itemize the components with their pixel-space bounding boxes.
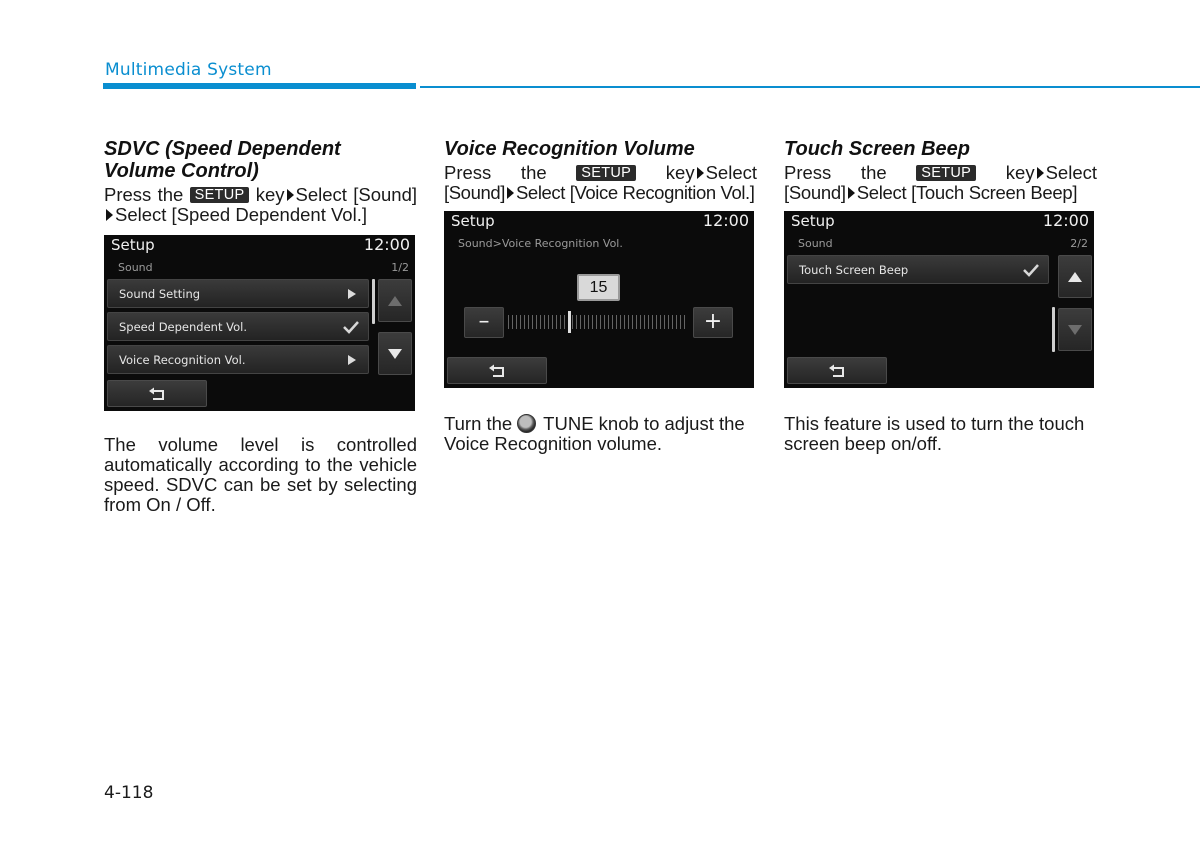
setup-key-badge: SETUP bbox=[576, 165, 636, 181]
instruction-text: key bbox=[1005, 162, 1035, 183]
scroll-down-button[interactable] bbox=[378, 332, 412, 375]
header-rule-accent bbox=[103, 83, 416, 89]
instruction-step: Select [Speed Dependent Vol.] bbox=[115, 204, 367, 225]
screen-page-indicator: 2/2 bbox=[1070, 237, 1088, 250]
screen-clock: 12:00 bbox=[702, 211, 749, 230]
menu-item-voice-recognition-vol[interactable] bbox=[107, 345, 369, 374]
menu-item-label: Touch Screen Beep bbox=[799, 263, 909, 277]
arrow-up-icon bbox=[1068, 272, 1082, 282]
instruction-step: Select bbox=[1045, 162, 1097, 183]
touch-screen-beep-section bbox=[784, 138, 1097, 454]
arrow-up-icon bbox=[388, 296, 402, 306]
menu-item-touch-screen-beep[interactable] bbox=[787, 255, 1049, 284]
scrollbar[interactable] bbox=[372, 279, 375, 324]
back-arrow-icon bbox=[148, 387, 168, 401]
screen-title: Setup bbox=[451, 212, 495, 230]
menu-item-label: Sound Setting bbox=[119, 287, 201, 301]
step-arrow-icon bbox=[287, 189, 294, 201]
screen-clock: 12:00 bbox=[363, 235, 410, 254]
instruction-step: Select [Touch Screen Beep] bbox=[856, 182, 1078, 203]
scroll-up-button[interactable] bbox=[378, 279, 412, 322]
step-arrow-icon bbox=[106, 209, 113, 221]
back-arrow-icon bbox=[828, 364, 848, 378]
voice-recognition-instruction bbox=[444, 163, 757, 203]
scroll-up-button[interactable] bbox=[1058, 255, 1092, 298]
menu-item-label: Speed Dependent Vol. bbox=[119, 320, 247, 334]
volume-slider-handle[interactable] bbox=[568, 311, 571, 333]
instruction-text: Press the bbox=[784, 162, 887, 183]
scrollbar[interactable] bbox=[1052, 307, 1055, 352]
back-arrow-icon bbox=[488, 364, 508, 378]
sdvc-section-title: SDVC (Speed Dependent Volume Control) bbox=[104, 138, 341, 182]
step-arrow-icon bbox=[507, 187, 514, 199]
menu-item-speed-dependent-vol[interactable] bbox=[107, 312, 369, 341]
touch-screen-beep-description: This feature is used to turn the touch screen beep on/off. bbox=[784, 413, 1085, 454]
tune-knob-icon bbox=[517, 414, 536, 433]
instruction-step: Select [Voice Recognition Vol.] bbox=[515, 182, 755, 203]
arrow-right-icon bbox=[348, 355, 356, 365]
step-arrow-icon bbox=[697, 167, 704, 179]
voice-recognition-section bbox=[444, 138, 757, 454]
instruction-text: key bbox=[665, 162, 695, 183]
setup-sound-screen bbox=[104, 235, 415, 411]
instruction-step: [Sound] bbox=[444, 182, 505, 203]
volume-slider[interactable] bbox=[508, 315, 688, 329]
volume-down-button[interactable]: – bbox=[464, 307, 504, 338]
header-rule bbox=[420, 86, 1200, 88]
setup-key-badge: SETUP bbox=[916, 165, 976, 181]
checkmark-icon bbox=[342, 320, 360, 334]
description-text: TUNE knob to adjust the Voice Recognition volume. bbox=[444, 413, 745, 454]
touch-screen-beep-section-title: Touch Screen Beep bbox=[784, 138, 970, 160]
step-arrow-icon bbox=[848, 187, 855, 199]
instruction-text: key bbox=[255, 184, 285, 205]
checkmark-icon bbox=[1022, 263, 1040, 277]
instruction-text: Press the bbox=[444, 162, 547, 183]
instruction-step: [Sound] bbox=[784, 182, 846, 203]
touch-screen-beep-instruction bbox=[784, 163, 1097, 203]
sdvc-description: The volume level is controlled automatically according to the vehicle speed. SDVC can be set by selecting from On / Off. bbox=[104, 434, 417, 515]
scroll-down-button[interactable] bbox=[1058, 308, 1092, 351]
voice-recognition-section-title: Voice Recognition Volume bbox=[444, 138, 695, 160]
description-text: Turn the bbox=[444, 413, 513, 434]
page-number: 4-118 bbox=[104, 783, 154, 803]
menu-item-sound-setting[interactable] bbox=[107, 279, 369, 308]
screen-title: Setup bbox=[111, 236, 155, 254]
back-button[interactable] bbox=[447, 357, 547, 384]
sdvc-section bbox=[104, 138, 417, 515]
voice-recognition-description bbox=[444, 414, 757, 454]
menu-item-label: Voice Recognition Vol. bbox=[119, 353, 246, 367]
screen-breadcrumb: Sound bbox=[118, 261, 153, 274]
screen-title: Setup bbox=[791, 212, 835, 230]
arrow-down-icon bbox=[1068, 325, 1082, 335]
screen-clock: 12:00 bbox=[1042, 211, 1089, 230]
step-arrow-icon bbox=[1037, 167, 1044, 179]
back-button[interactable] bbox=[787, 357, 887, 384]
sdvc-instruction bbox=[104, 185, 417, 225]
instruction-step: Select [Sound] bbox=[295, 184, 418, 205]
voice-recognition-volume-screen bbox=[444, 211, 754, 388]
screen-breadcrumb: Sound bbox=[798, 237, 833, 250]
volume-up-button[interactable]: + bbox=[693, 307, 733, 338]
screen-breadcrumb: Sound>Voice Recognition Vol. bbox=[458, 237, 623, 250]
volume-value: 15 bbox=[577, 274, 620, 301]
back-button[interactable] bbox=[107, 380, 207, 407]
instruction-step: Select bbox=[705, 162, 757, 183]
setup-sound-screen-page2 bbox=[784, 211, 1094, 388]
setup-key-badge: SETUP bbox=[190, 187, 250, 203]
arrow-down-icon bbox=[388, 349, 402, 359]
instruction-text: Press the bbox=[104, 184, 184, 205]
section-header-title: Multimedia System bbox=[105, 60, 272, 80]
arrow-right-icon bbox=[348, 289, 356, 299]
screen-page-indicator: 1/2 bbox=[391, 261, 409, 274]
